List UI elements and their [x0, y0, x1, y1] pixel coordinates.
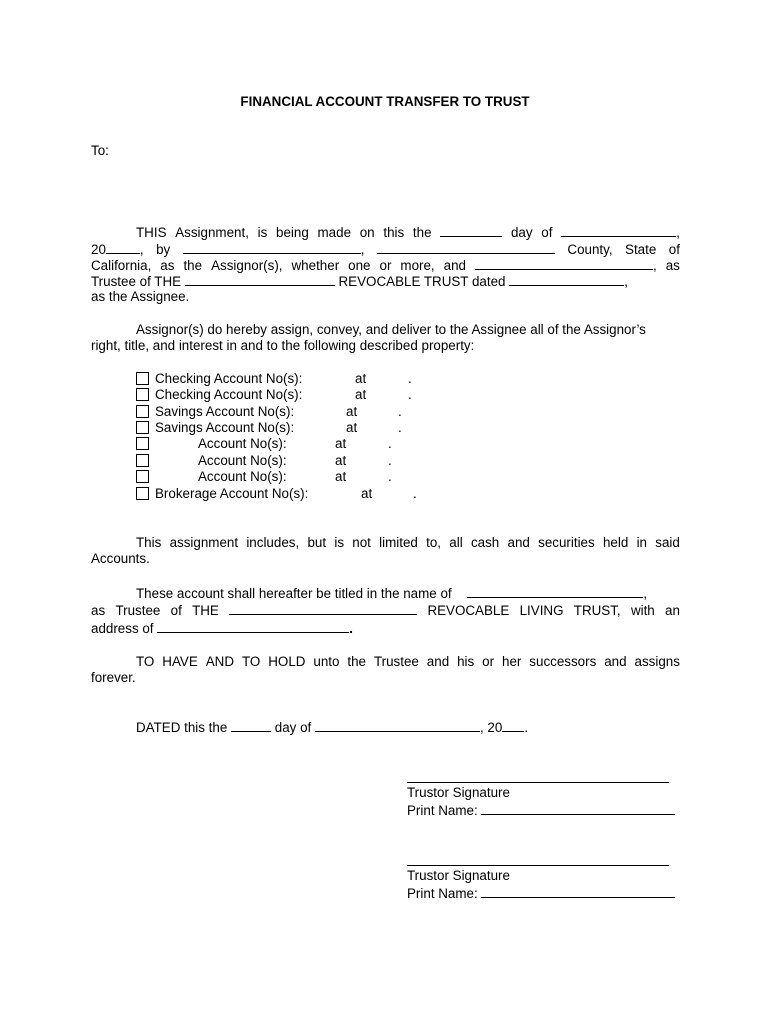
titled-line-2 [91, 602, 680, 619]
day-blank[interactable] [440, 224, 502, 237]
comma: , [624, 274, 628, 289]
account-at: at [361, 486, 373, 501]
text: DATED this the [136, 720, 228, 735]
comma: , [139, 242, 144, 257]
checkbox-brokerage[interactable] [136, 487, 149, 500]
word: AND [205, 654, 234, 669]
living-trust-name-blank[interactable] [229, 602, 417, 615]
trustee-field [475, 257, 657, 274]
assignment-line-1 [136, 224, 680, 241]
word: the [183, 258, 203, 273]
word: or [379, 258, 392, 273]
account-label: Account No(s): [198, 469, 287, 484]
word: to, [426, 535, 442, 550]
includes-line-2: Accounts. [91, 551, 150, 566]
word: as [160, 258, 175, 273]
trust-date-blank[interactable] [509, 273, 624, 286]
word: THIS [136, 225, 167, 240]
account-dot: . [398, 420, 402, 435]
assignor-field [183, 241, 365, 258]
checkbox-account-3[interactable] [136, 470, 149, 483]
word: Trustee [115, 603, 161, 618]
word: HAVE [162, 654, 198, 669]
word: is [334, 535, 345, 550]
account-label: Checking Account No(s): [155, 371, 303, 386]
word: TO [136, 654, 155, 669]
word: TRUST, [573, 603, 621, 618]
text: address of [91, 621, 154, 636]
document-title: FINANCIAL ACCOUNT TRANSFER TO TRUST [240, 94, 530, 109]
year-prefix: 20 [91, 242, 106, 257]
comma: , [653, 258, 657, 273]
comma: , [360, 242, 365, 257]
trust-name-blank[interactable] [185, 273, 335, 286]
word: Assignment, [175, 225, 249, 240]
account-dot: . [388, 453, 392, 468]
word: whether [291, 258, 340, 273]
conveyance-line-1: Assignor(s) do hereby assign, convey, and deliver to the Assignee all of the Assignor’s [136, 322, 646, 337]
account-at: at [355, 387, 367, 402]
word: TO [241, 654, 261, 669]
word: THE [192, 603, 219, 618]
word: Trustee [373, 654, 419, 669]
account-at: at [335, 453, 347, 468]
word: REVOCABLE [427, 603, 510, 618]
word: by [156, 242, 171, 257]
checkbox-account-1[interactable] [136, 437, 149, 450]
word: HOLD [268, 654, 306, 669]
word: LIVING [519, 603, 564, 618]
word: is [257, 225, 268, 240]
word: cash [470, 535, 500, 550]
assignment-line-3 [91, 257, 680, 274]
word: unto [313, 654, 340, 669]
text: day of [274, 720, 312, 735]
account-at: at [346, 404, 358, 419]
account-label: Savings Account No(s): [155, 420, 295, 435]
comma: , [676, 225, 680, 240]
print-name-row-1 [407, 802, 675, 819]
word: this [383, 225, 405, 240]
word: said [655, 535, 680, 550]
word: assigns [634, 654, 680, 669]
assignment-line-2 [91, 241, 680, 258]
word: Assignor(s), [211, 258, 283, 273]
account-dot: . [398, 404, 402, 419]
word: and [507, 535, 530, 550]
signature-label-1: Trustor Signature [407, 785, 510, 800]
year-field [91, 241, 144, 258]
titled-name-blank[interactable] [467, 585, 643, 598]
word: of [668, 242, 680, 257]
habendum-line-2: forever. [91, 670, 136, 685]
trustee-name-blank[interactable] [475, 257, 653, 270]
account-dot: . [388, 436, 392, 451]
includes-line-1 [136, 535, 680, 551]
period: . [349, 621, 353, 636]
assignment-line-4 [91, 273, 680, 290]
account-dot: . [413, 486, 417, 501]
word: all [449, 535, 463, 550]
text: , 20 [479, 720, 503, 735]
dated-line [136, 719, 528, 736]
word: her [502, 654, 522, 669]
word: but [307, 535, 327, 550]
word: the [412, 225, 432, 240]
checkbox-savings-1[interactable] [136, 405, 149, 418]
account-label: Account No(s): [198, 436, 287, 451]
word: held [602, 535, 629, 550]
account-label: Savings Account No(s): [155, 404, 295, 419]
word: made [317, 225, 352, 240]
checkbox-account-2[interactable] [136, 454, 149, 467]
word: not [352, 535, 371, 550]
word: in [636, 535, 647, 550]
year-blank[interactable] [106, 241, 140, 254]
word: State [625, 242, 657, 257]
dated-year-blank[interactable] [502, 719, 524, 732]
word: assignment [169, 535, 239, 550]
print-name-label: Print Name: [407, 886, 478, 901]
assignment-line-5: as the Assignee. [91, 289, 190, 304]
word: and [443, 258, 466, 273]
word: This [136, 535, 162, 550]
checkbox-savings-2[interactable] [136, 421, 149, 434]
account-dot: . [408, 387, 412, 402]
word: an [665, 603, 680, 618]
checkbox-checking-2[interactable] [136, 388, 149, 401]
text: These account shall hereafter be titled in the name of [136, 586, 452, 601]
conveyance-line-2: right, title, and interest in and to the following described property: [91, 338, 475, 353]
word: County, [567, 242, 613, 257]
county-blank[interactable] [377, 241, 555, 254]
dated-month-blank[interactable] [315, 719, 480, 732]
account-at: at [355, 371, 367, 386]
account-dot: . [388, 469, 392, 484]
account-label: Checking Account No(s): [155, 387, 303, 402]
print-name-row-2 [407, 885, 675, 902]
account-at: at [335, 469, 347, 484]
word: one [348, 258, 371, 273]
account-label: Account No(s): [198, 453, 287, 468]
word: of [170, 603, 182, 618]
word: the [347, 654, 367, 669]
period: . [524, 720, 529, 735]
to-label: To: [91, 143, 109, 158]
word: or [482, 654, 495, 669]
print-name-blank-2[interactable] [481, 885, 675, 898]
word: more, [400, 258, 435, 273]
word: and [604, 654, 627, 669]
dated-day-blank[interactable] [231, 719, 271, 732]
print-name-label: Print Name: [407, 803, 478, 818]
word: as [665, 258, 680, 273]
assignor-name-blank[interactable] [183, 241, 361, 254]
text: Trustee of THE [91, 274, 182, 289]
word: and [426, 654, 450, 669]
month-blank[interactable] [561, 224, 676, 237]
word: of [541, 225, 553, 240]
signature-line-2[interactable] [407, 865, 669, 866]
word: includes, [246, 535, 300, 550]
account-label: Brokerage Account No(s): [155, 486, 309, 501]
titled-line-3 [91, 620, 353, 637]
month-field [561, 224, 680, 241]
word: successors [529, 654, 597, 669]
account-at: at [335, 436, 347, 451]
word: being [276, 225, 309, 240]
word: day [510, 225, 533, 240]
account-at: at [346, 420, 358, 435]
address-blank[interactable] [157, 620, 349, 633]
word: limited [379, 535, 418, 550]
word: his [457, 654, 475, 669]
signature-label-2: Trustor Signature [407, 868, 510, 883]
comma: , [643, 586, 648, 601]
word: on [359, 225, 375, 240]
habendum-line-1 [136, 654, 680, 670]
word: securities [538, 535, 595, 550]
titled-line-1 [136, 585, 647, 602]
text: REVOCABLE TRUST dated [338, 274, 506, 289]
checkbox-checking-1[interactable] [136, 372, 149, 385]
signature-line-1[interactable] [407, 782, 669, 783]
word: as [91, 603, 106, 618]
account-dot: . [408, 371, 412, 386]
print-name-blank-1[interactable] [481, 802, 675, 815]
word: California, [91, 258, 152, 273]
word: with [630, 603, 655, 618]
